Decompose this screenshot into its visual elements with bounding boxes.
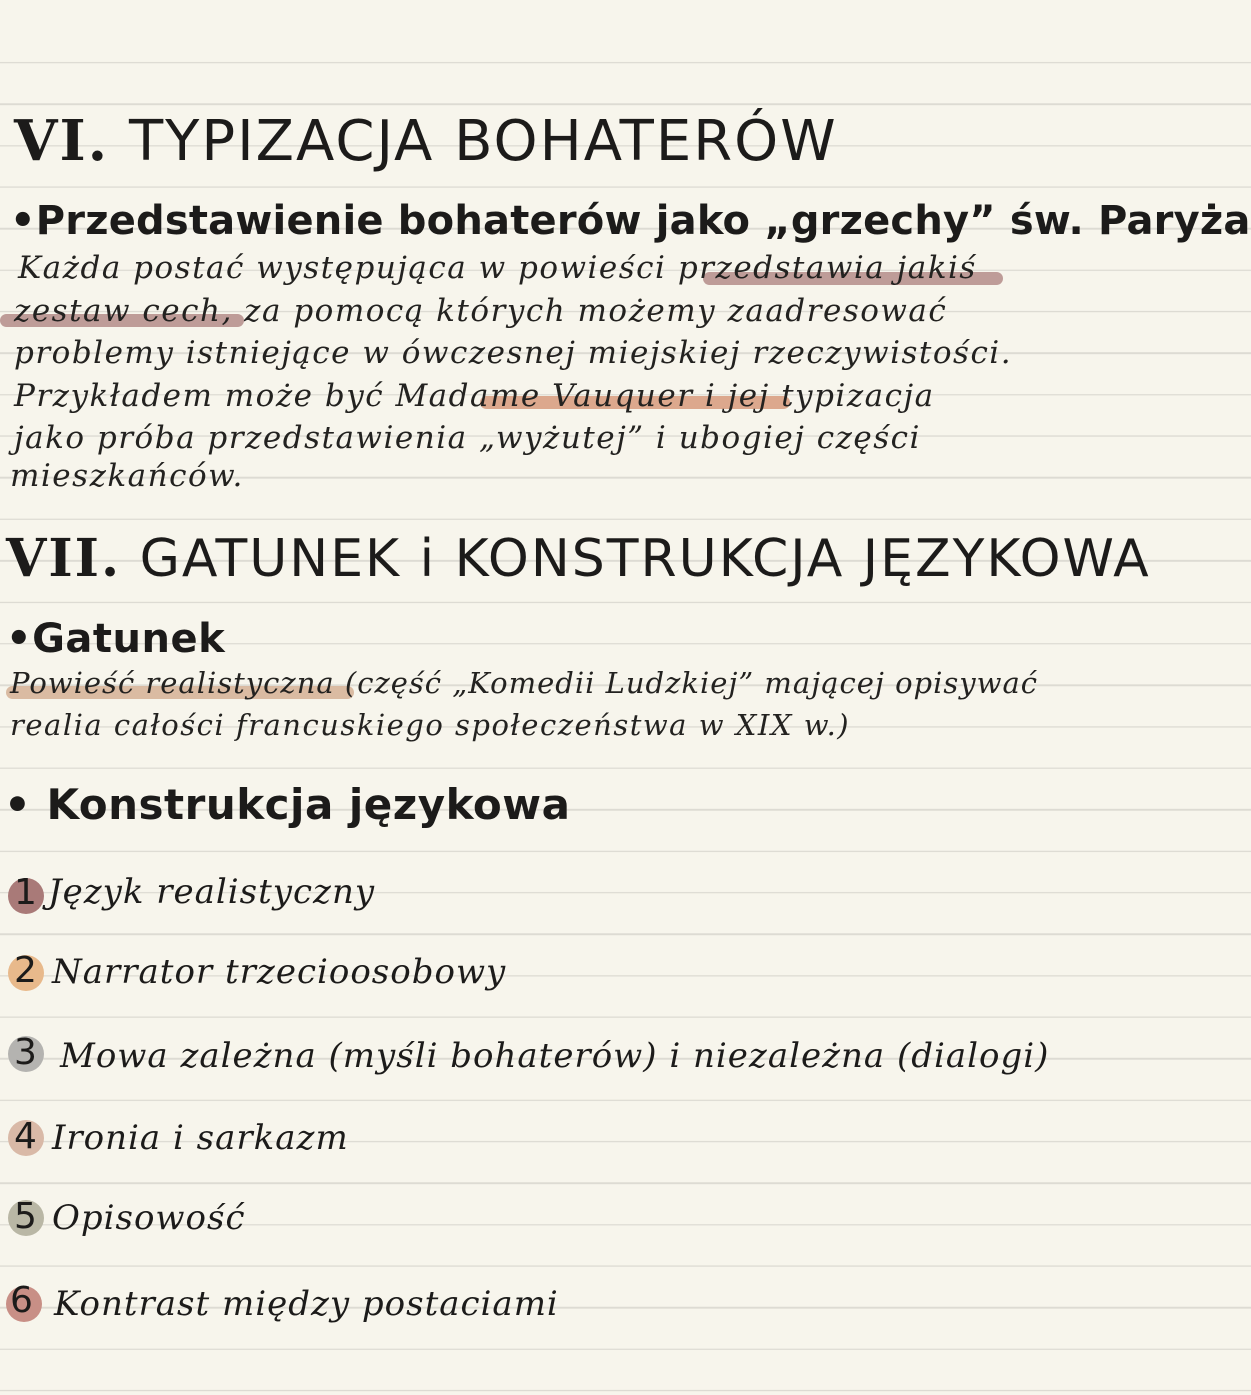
item-number: 2 bbox=[14, 950, 37, 991]
item-text: Język realistyczny bbox=[48, 872, 376, 912]
body-line-2: zestaw cech, za pomocą których możemy zaadresować bbox=[14, 293, 948, 329]
genre-line-2: realia całości francuskiego społeczeństwa w XIX w.) bbox=[10, 708, 851, 742]
body-line-3: problemy istniejące w ówczesnej miejskiej rzeczywistości. bbox=[14, 335, 1013, 371]
section-6-heading: •Przedstawienie bohaterów jako „grzechy” św. Paryża bbox=[10, 198, 1251, 244]
item-number: 1 bbox=[14, 872, 37, 913]
body-line-5: jako próba przedstawienia „wyżutej” i ubogiej części bbox=[14, 420, 921, 456]
language-heading: • Konstrukcja językowa bbox=[4, 780, 571, 829]
section-7-numeral: VII. bbox=[6, 528, 122, 589]
section-7-title-text: GATUNEK i KONSTRUKCJA JĘZYKOWA bbox=[139, 529, 1151, 589]
item-text: Ironia i sarkazm bbox=[52, 1118, 349, 1158]
item-number: 5 bbox=[14, 1196, 37, 1237]
item-text: Narrator trzecioosobowy bbox=[52, 952, 507, 992]
item-text: Mowa zależna (myśli bohaterów) i niezależna (dialogi) bbox=[60, 1036, 1050, 1076]
item-number: 6 bbox=[10, 1280, 33, 1321]
section-7-title bbox=[6, 528, 1151, 589]
item-number: 3 bbox=[14, 1032, 37, 1073]
item-text: Kontrast między postaciami bbox=[54, 1284, 559, 1324]
body-line-6: mieszkańców. bbox=[10, 458, 244, 494]
item-text: Opisowość bbox=[52, 1198, 246, 1238]
genre-heading: •Gatunek bbox=[6, 616, 226, 662]
section-6-title-text: TYPIZACJA BOHATERÓW bbox=[128, 109, 838, 174]
body-line-4: Przykładem może być Madame Vauquer i jej typizacja bbox=[14, 378, 935, 414]
genre-line-1: Powieść realistyczna (część „Komedii Ludzkiej” mającej opisywać bbox=[10, 666, 1039, 700]
section-6-numeral: VI. bbox=[14, 108, 110, 174]
item-number: 4 bbox=[14, 1116, 37, 1157]
body-line-1: Każda postać występująca w powieści przedstawia jakiś bbox=[18, 250, 977, 286]
section-6-title bbox=[14, 108, 838, 174]
